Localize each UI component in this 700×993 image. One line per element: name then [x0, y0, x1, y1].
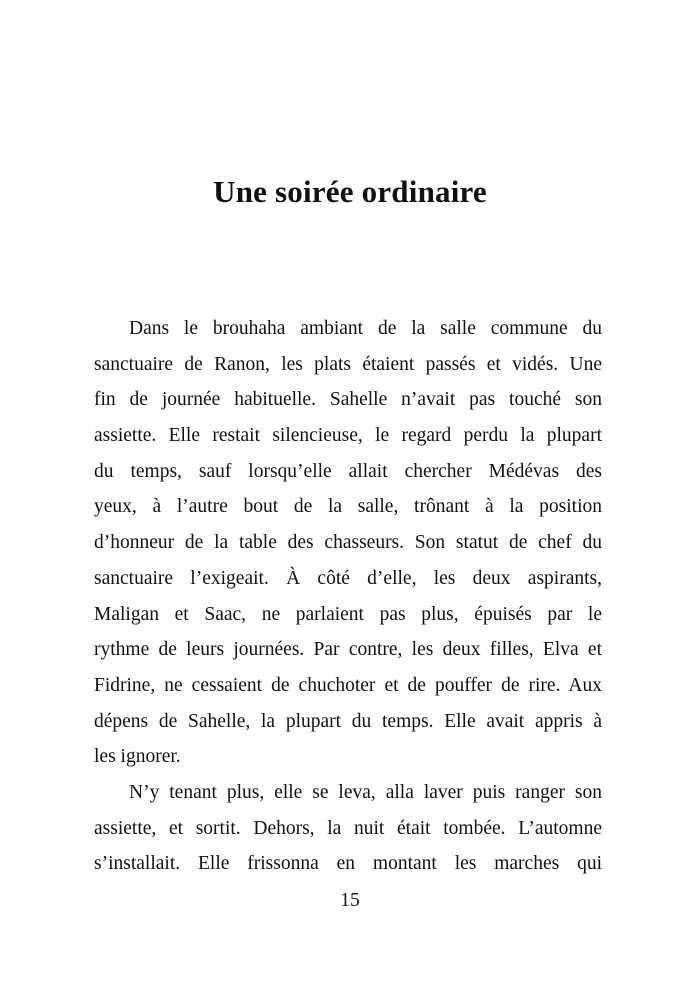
text-line: sanctuaire de Ranon, les plats étaient passés et vidés. Une [94, 353, 602, 375]
text-line: sanctuaire l’exigeait. À côté d’elle, les deux aspirants, [94, 567, 602, 589]
text-line: du temps, sauf lorsqu’elle allait chercher Médévas des [94, 460, 602, 482]
text-line: N’y tenant plus, elle se leva, alla laver puis ranger son [129, 781, 602, 803]
text-line: d’honneur de la table des chasseurs. Son statut de chef du [94, 532, 602, 554]
text-line: les ignorer. [94, 746, 181, 768]
text-line: fin de journée habituelle. Sahelle n’avait pas touché son [94, 389, 602, 411]
page-number: 15 [340, 890, 360, 911]
text-line: rythme de leurs journées. Par contre, les deux filles, Elva et [94, 639, 602, 661]
text-line: assiette, et sortit. Dehors, la nuit était tombée. L’automne [94, 817, 602, 839]
text-line: yeux, à l’autre bout de la salle, trônant à la position [94, 496, 602, 518]
text-line: s’installait. Elle frissonna en montant les marches qui [94, 853, 602, 875]
text-line: Maligan et Saac, ne parlaient pas plus, épuisés par le [94, 603, 602, 625]
text-line: assiette. Elle restait silencieuse, le regard perdu la plupart [94, 425, 602, 447]
text-line: Dans le brouhaha ambiant de la salle commune du [129, 318, 602, 339]
chapter-title: Une soirée ordinaire [213, 174, 487, 209]
text-line: Fidrine, ne cessaient de chuchoter et de pouffer de rire. Aux [94, 674, 602, 696]
text-line: dépens de Sahelle, la plupart du temps. Elle avait appris à [94, 710, 602, 732]
body-text [94, 311, 602, 882]
